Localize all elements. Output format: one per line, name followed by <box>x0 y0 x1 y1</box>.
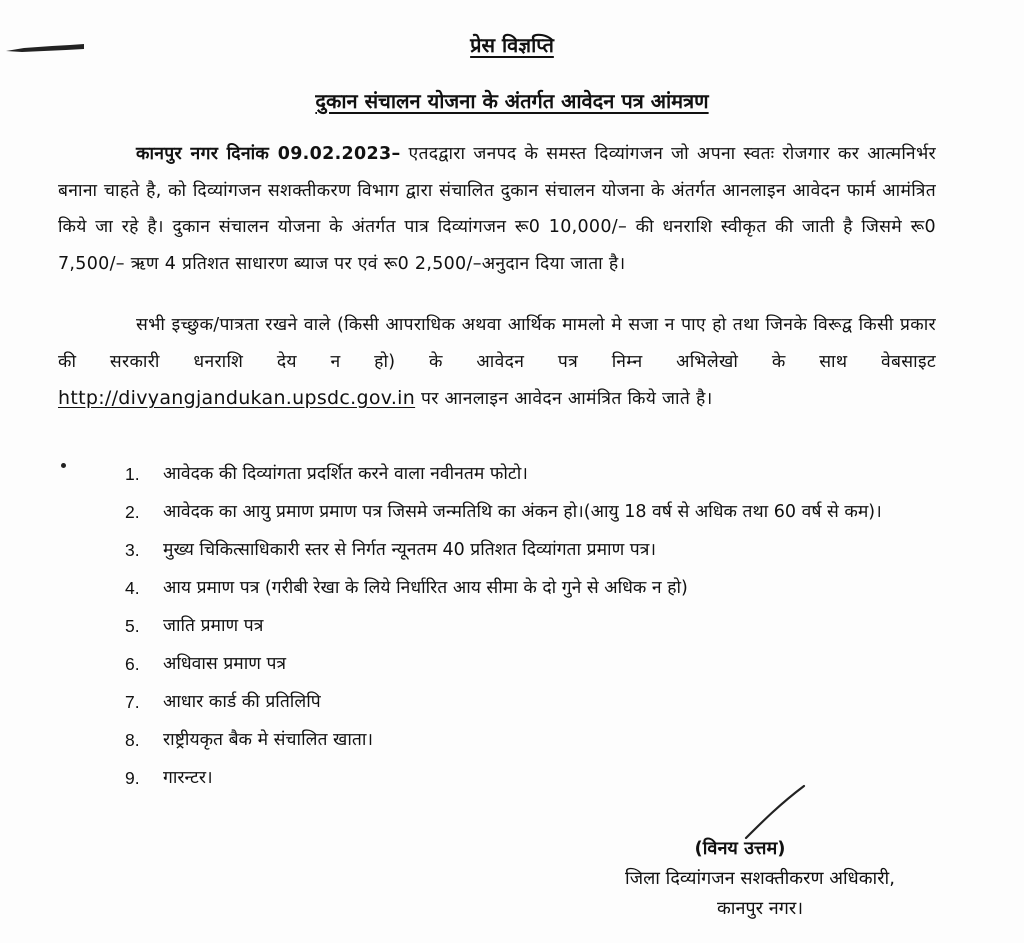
list-item-text: मुख्य चिकित्साधिकारी स्तर से निर्गत न्यूनतम 40 प्रतिशत दिव्यांगता प्रमाण पत्र। <box>163 540 657 560</box>
list-item-text: आवेदक की दिव्यांगता प्रदर्शित करने वाला नवीनतम फोटो। <box>163 464 528 484</box>
list-item-number: 3. <box>125 540 140 560</box>
list-item-number: 2. <box>125 502 140 522</box>
list-item-number: 9. <box>125 768 140 788</box>
signature-stroke-icon <box>740 782 810 842</box>
list-item <box>125 458 955 490</box>
date-lead: कानपुर नगर दिनांक 09.02.2023– <box>136 144 401 164</box>
list-item-number: 4. <box>125 578 140 598</box>
page-title <box>0 32 1024 58</box>
page-subtitle <box>0 88 1024 114</box>
list-item-text: अधिवास प्रमाण पत्र <box>163 654 287 674</box>
list-item-number: 8. <box>125 730 140 750</box>
list-item <box>125 496 955 528</box>
application-paragraph <box>58 307 936 418</box>
list-item <box>125 686 955 718</box>
signatory-place: कानपुर नगर। <box>716 898 804 919</box>
list-item <box>125 648 955 680</box>
list-item-text: राष्ट्रीयकृत बैक मे संचालित खाता। <box>163 730 373 750</box>
application-text-after: पर आनलाइन आवेदन आमंत्रित किये जाते है। <box>415 389 713 409</box>
list-item <box>125 572 955 604</box>
list-item-text: आय प्रमाण पत्र (गरीबी रेखा के लिये निर्धारित आय सीमा के दो गुने से अधिक न हो) <box>163 578 688 598</box>
list-item-number: 5. <box>125 616 140 636</box>
title-text: प्रेस विज्ञप्ति <box>470 33 554 57</box>
list-item <box>125 724 955 756</box>
signatory-designation: जिला दिव्यांगजन सशक्तीकरण अधिकारी, <box>625 868 895 889</box>
list-item-number: 6. <box>125 654 140 674</box>
list-item-text: जाति प्रमाण पत्र <box>163 616 264 636</box>
list-item <box>125 762 955 794</box>
list-item-text: गारन्टर। <box>163 768 213 788</box>
list-item-number: 1. <box>125 464 140 484</box>
subtitle-text: दुकान संचालन योजना के अंतर्गत आवेदन पत्र आंमत्रण <box>315 89 709 113</box>
list-item <box>125 534 955 566</box>
signatory-name: (विनय उत्तम) <box>694 838 786 859</box>
intro-paragraph <box>58 136 936 282</box>
document-list <box>125 458 955 800</box>
list-item <box>125 610 955 642</box>
website-link[interactable]: http://divyangjandukan.upsdc.gov.in <box>58 387 416 409</box>
list-item-text: आवेदक का आयु प्रमाण प्रमाण पत्र जिसमे जन्मतिथि का अंकन हो।(आयु 18 वर्ष से अधिक तथा 60 वर्ष से कम)। <box>163 502 882 522</box>
application-text-before: सभी इच्छुक/पात्रता रखने वाले (किसी आपराधिक अथवा आर्थिक मामलो मे सजा न पाए हो तथा जिनके विरूद्व किसी प्रकार की सरकारी धनराशि देय न हो) के आवेदन पत्र निम्न अभिलेखो के साथ वेबसाइट <box>58 315 936 372</box>
list-item-text: आधार कार्ड की प्रतिलिपि <box>163 692 321 712</box>
list-item-number: 7. <box>125 692 140 712</box>
intro-body: एतदद्वारा जनपद के समस्त दिव्यांगजन जो अपना स्वतः रोजगार कर आत्मनिर्भर बनाना चाहते है, को दिव्यांगजन सशक्तीकरण विभाग द्वारा संचालित दुकान संचालन योजना के अंतर्गत आनलाइन आवेदन फार्म आमंत्रित किये जा रहे है। दुकान संचालन योजना के अंतर्गत पात्र दिव्यांगजन रू0 10,000/– की धनराशि स्वीकृत की जाती है जिसमे रू0 7,500/– ऋण 4 प्रतिशत साधारण ब्याज पर एवं रू0 2,500/–अनुदान दिया जाता है। <box>58 144 937 274</box>
bullet-dot <box>61 463 66 468</box>
